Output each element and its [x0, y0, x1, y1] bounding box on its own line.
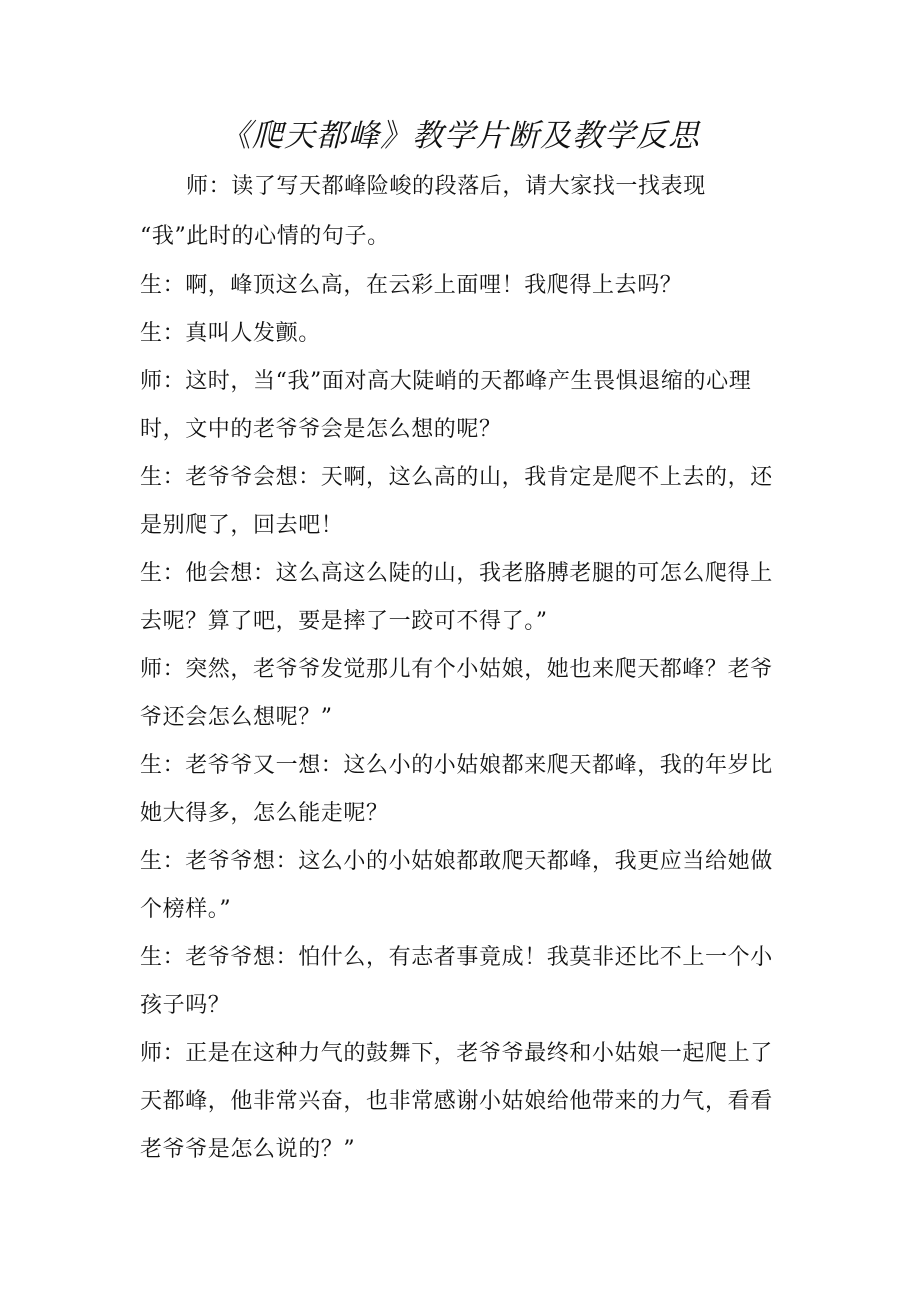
text-line: 师：读了写天都峰险峻的段落后，请大家找一找表现 — [186, 174, 706, 199]
text-line: 老爷爷是怎么说的？” — [140, 1137, 356, 1162]
text-line: 爷还会怎么想呢？” — [140, 705, 333, 730]
text-line: 时，文中的老爷爷会是怎么想的呢？ — [140, 417, 502, 442]
text-line: 生：真叫人发颤。 — [140, 321, 321, 346]
text-line: 去呢？算了吧，要是摔了一跤可不得了。” — [140, 609, 548, 634]
text-line: 生：老爷爷想：怕什么，有志者事竟成！我莫非还比不上一个小 — [140, 945, 773, 970]
text-line: 师：正是在这种力气的鼓舞下，老爷爷最终和小姑娘一起爬上了 — [140, 1041, 773, 1066]
text-line: 生：老爷爷会想：天啊，这么高的山，我肯定是爬不上去的，还 — [140, 465, 773, 490]
text-line: 她大得多，怎么能走呢？ — [140, 801, 389, 826]
text-line: 师：突然，老爷爷发觉那儿有个小姑娘，她也来爬天都峰？老爷 — [140, 657, 773, 682]
text-line: 天都峰，他非常兴奋，也非常感谢小姑娘给他带来的力气，看看 — [140, 1089, 773, 1114]
text-line: 生：啊，峰顶这么高，在云彩上面哩！我爬得上去吗？ — [140, 273, 683, 298]
text-line: 孩子吗？ — [140, 993, 231, 1018]
text-line: 个榜样。” — [140, 897, 232, 922]
text-line: 生：老爷爷又一想：这么小的小姑娘都来爬天都峰，我的年岁比 — [140, 753, 773, 778]
document-title: 《爬天都峰》教学片断及教学反思 — [220, 118, 700, 154]
text-line: 生：老爷爷想：这么小的小姑娘都敢爬天都峰，我更应当给她做 — [140, 849, 773, 874]
text-line: 是别爬了，回去吧！ — [140, 513, 344, 538]
text-line: 师：这时，当“我”面对高大陡峭的天都峰产生畏惧退缩的心理 — [140, 369, 752, 394]
text-line: 生：他会想：这么高这么陡的山，我老胳膊老腿的可怎么爬得上 — [140, 561, 773, 586]
text-line: “我”此时的心情的句子。 — [140, 224, 390, 249]
